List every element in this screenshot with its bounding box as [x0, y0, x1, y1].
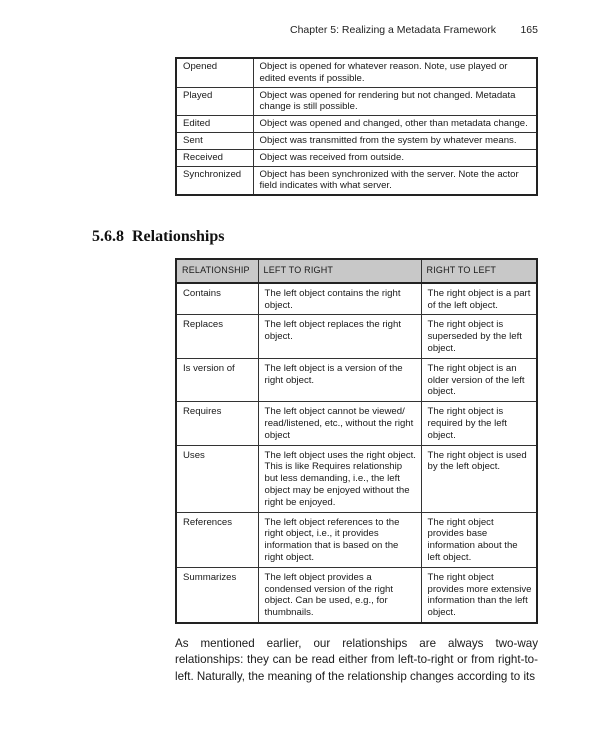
event-name: Received: [176, 149, 253, 166]
event-description: Object is opened for whatever reason. Note, use played or edited events if possible.: [253, 58, 537, 87]
relationship-name: Replaces: [176, 315, 258, 358]
left-to-right-cell: The left object contains the right object.: [258, 283, 421, 315]
column-header-left-to-right: LEFT TO RIGHT: [258, 259, 421, 283]
table-row: [176, 58, 537, 87]
left-to-right-cell: The left object cannot be viewed/ read/listened, etc., without the right object: [258, 402, 421, 445]
event-name: Synchronized: [176, 166, 253, 195]
event-name: Opened: [176, 58, 253, 87]
relationship-name: Summarizes: [176, 567, 258, 623]
table-row: [176, 149, 537, 166]
relationship-name: Uses: [176, 445, 258, 512]
event-name: Played: [176, 87, 253, 116]
left-to-right-cell: The left object provides a condensed version of the right object. Can be used, e.g., for thumbnails.: [258, 567, 421, 623]
column-header-right-to-left: RIGHT TO LEFT: [421, 259, 537, 283]
event-description: Object was received from outside.: [253, 149, 537, 166]
relationship-name: Contains: [176, 283, 258, 315]
right-to-left-cell: The right object is a part of the left object.: [421, 283, 537, 315]
table-row: [176, 445, 537, 512]
section-title: Relationships: [132, 228, 225, 245]
table-row: [176, 512, 537, 567]
events-table: [175, 57, 538, 196]
right-to-left-cell: The right object is used by the left object.: [421, 445, 537, 512]
right-to-left-cell: The right object is required by the left object.: [421, 402, 537, 445]
event-name: Sent: [176, 132, 253, 149]
event-description: Object was opened and changed, other than metadata change.: [253, 116, 537, 133]
column-header-relationship: RELATIONSHIP: [176, 259, 258, 283]
right-to-left-cell: The right object is an older version of the left object.: [421, 358, 537, 401]
event-description: Object has been synchronized with the server. Note the actor field indicates with what server.: [253, 166, 537, 195]
section-heading: [92, 228, 224, 246]
relationships-table: [175, 258, 538, 624]
table-row: [176, 132, 537, 149]
page-number: 165: [520, 24, 538, 36]
event-description: Object was opened for rendering but not changed. Metadata change is still possible.: [253, 87, 537, 116]
relationship-name: Is version of: [176, 358, 258, 401]
table-row: [176, 166, 537, 195]
chapter-title: Chapter 5: Realizing a Metadata Framework: [289, 24, 496, 36]
table-row: [176, 358, 537, 401]
right-to-left-cell: The right object provides base information about the left object.: [421, 512, 537, 567]
left-to-right-cell: The left object replaces the right object.: [258, 315, 421, 358]
body-paragraph: As mentioned earlier, our relationships are always two-way relationships: they can be read either from left-to-right or from right-to-left. Naturally, the meaning of the relationship changes according to its: [175, 637, 538, 683]
left-to-right-cell: The left object is a version of the right object.: [258, 358, 421, 401]
event-description: Object was transmitted from the system by whatever means.: [253, 132, 537, 149]
right-to-left-cell: The right object provides more extensive information than the left object.: [421, 567, 537, 623]
table-header-row: [176, 259, 537, 283]
relationship-name: Requires: [176, 402, 258, 445]
table-row: [176, 283, 537, 315]
table-row: [176, 402, 537, 445]
table-row: [176, 116, 537, 133]
left-to-right-cell: The left object references to the right object, i.e., it provides information that is based on the right object.: [258, 512, 421, 567]
event-name: Edited: [176, 116, 253, 133]
relationship-name: References: [176, 512, 258, 567]
left-to-right-cell: The left object uses the right object. This is like Requires relationship but less demanding, i.e., the left object may be enjoyed without the right be enjoyed.: [258, 445, 421, 512]
right-to-left-cell: The right object is superseded by the left object.: [421, 315, 537, 358]
table-row: [176, 315, 537, 358]
section-number: 5.6.8: [92, 228, 124, 245]
table-row: [176, 567, 537, 623]
table-row: [176, 87, 537, 116]
